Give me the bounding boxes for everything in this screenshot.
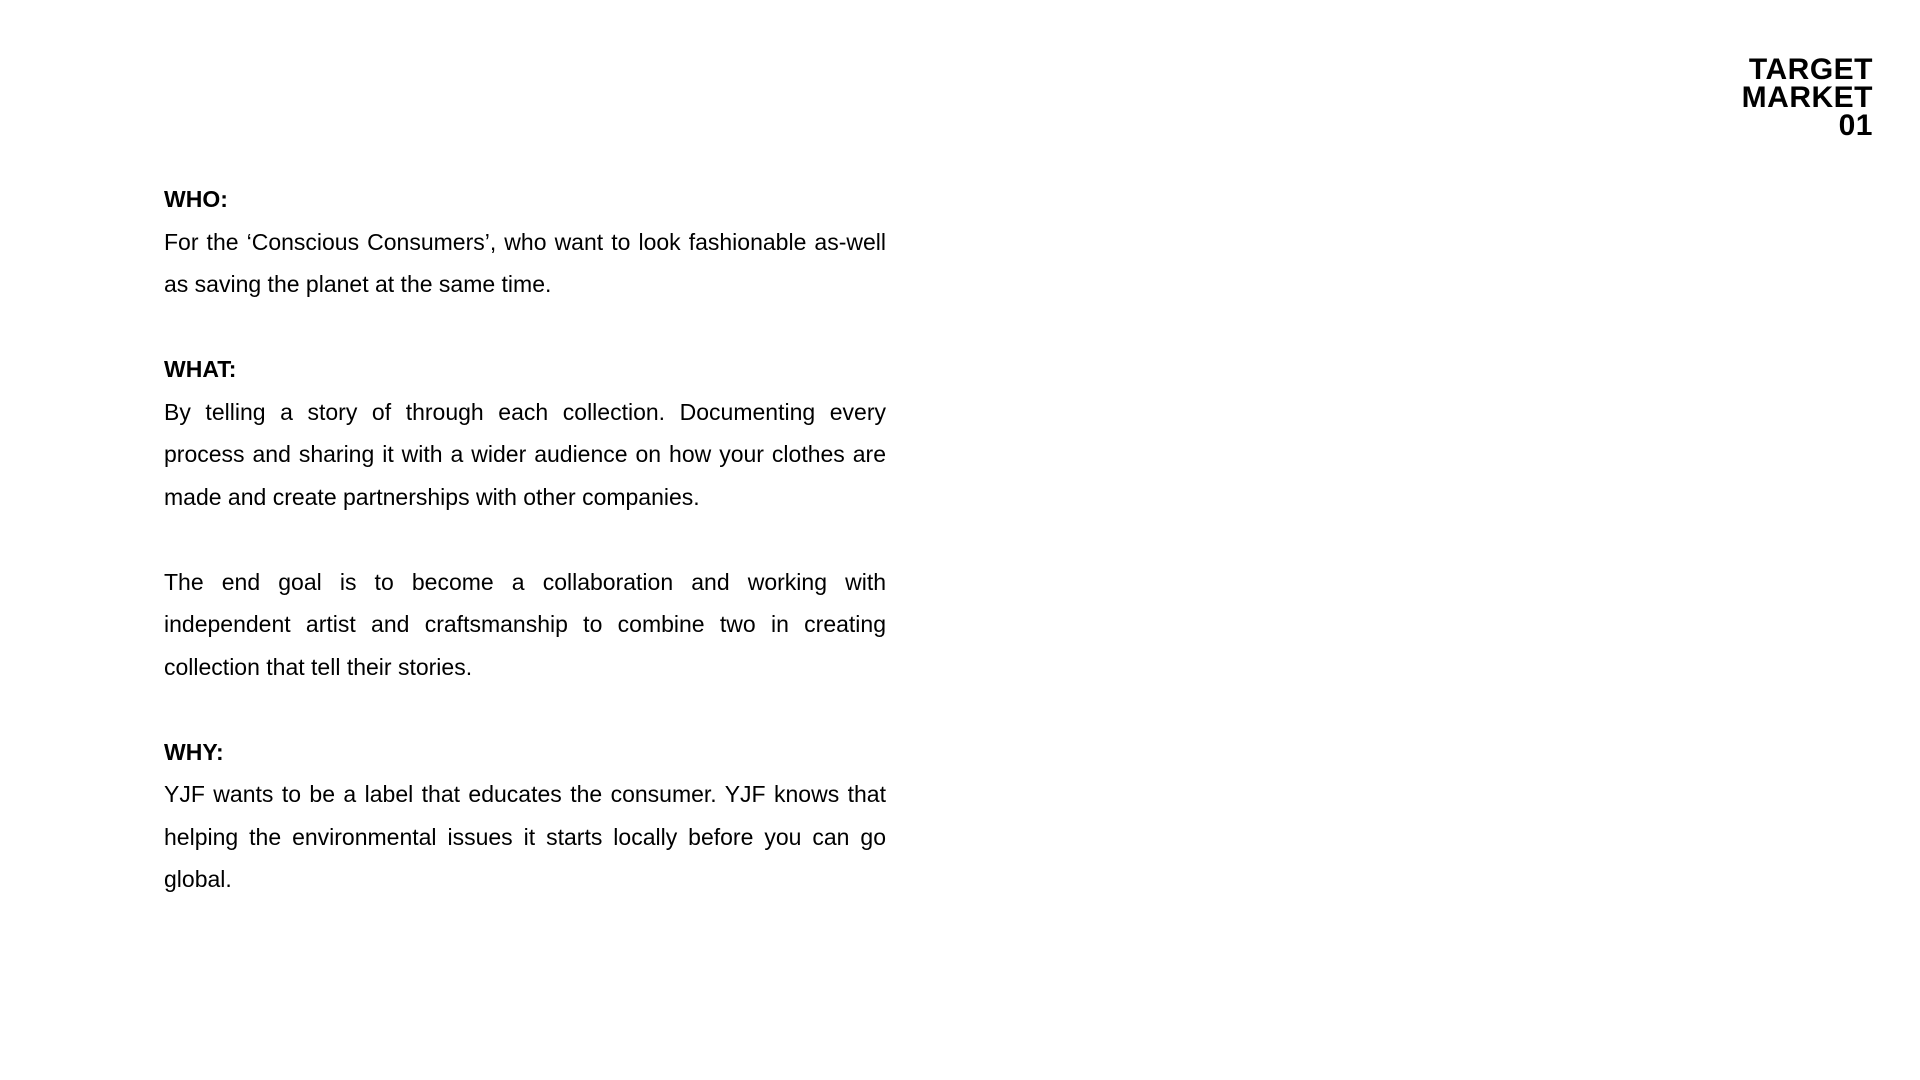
- what-paragraph-goal: The end goal is to become a collaboration and working with independent artist and craftsmanship to combine two in creating collection that tell their stories.: [164, 568, 886, 680]
- section-why: [164, 731, 886, 901]
- page-title: [1741, 53, 1873, 142]
- section-what: [164, 348, 886, 688]
- why-heading: WHY:: [164, 738, 224, 765]
- page-title-line-3: 01: [1838, 109, 1873, 142]
- page-title-line-2: MARKET: [1741, 81, 1873, 114]
- who-paragraph: For the ‘Conscious Consumers’, who want to look fashionable as-well as saving the planet at the same time.: [164, 228, 886, 297]
- body-content: [164, 178, 886, 901]
- what-paragraph: By telling a story of through each collection. Documenting every process and sharing it with a wider audience on how your clothes are made and create partnerships with other companies.: [164, 398, 886, 510]
- section-who: [164, 178, 886, 306]
- page-title-line-1: TARGET: [1748, 53, 1873, 86]
- spacer: [164, 688, 886, 731]
- spacer: [164, 306, 886, 349]
- who-heading: WHO:: [164, 186, 228, 212]
- what-heading: WHAT:: [164, 356, 237, 382]
- why-paragraph: YJF wants to be a label that educates the consumer. YJF knows that helping the environmental issues it starts locally before you can go global.: [164, 781, 886, 892]
- spacer: [164, 518, 886, 561]
